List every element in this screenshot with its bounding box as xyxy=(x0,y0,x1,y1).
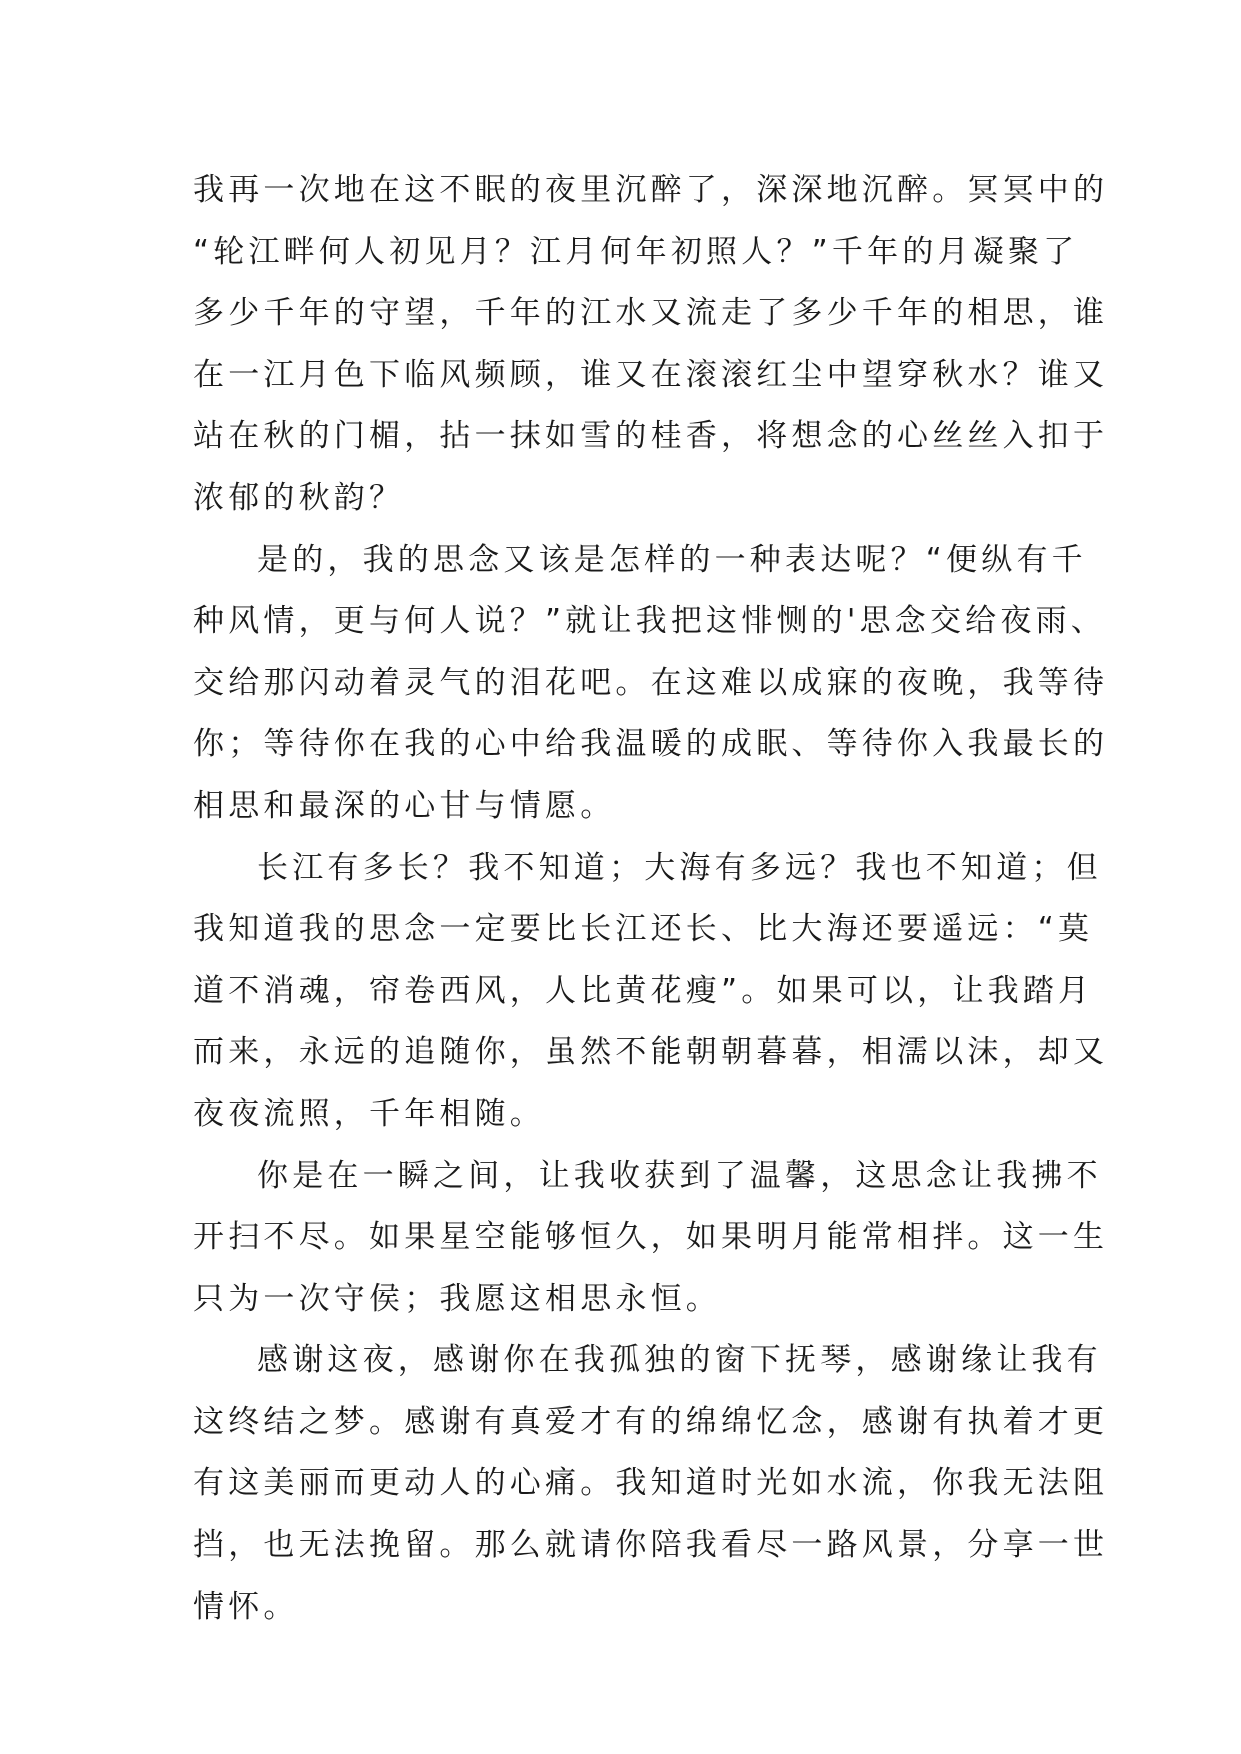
document-body xyxy=(193,160,1109,1638)
text-line: 你是在一瞬之间，让我收获到了温馨，这思念让我拂不 xyxy=(257,1157,1102,1194)
text-line: “轮江畔何人初见月？江月何年初照人？”千年的月凝聚了 xyxy=(193,233,1079,270)
text-line: 这终结之梦。感谢有真爱才有的绵绵忆念，感谢有执着才更 xyxy=(193,1403,1109,1440)
text-line: 我知道我的思念一定要比长江还长、比大海还要遥远：“莫 xyxy=(193,911,1094,948)
text-line: 我再一次地在这不眠的夜里沉醉了，深深地沉醉。冥冥中的 xyxy=(193,172,1109,208)
text-line: 你；等待你在我的心中给我温暖的成眠、等待你入我最长的 xyxy=(193,726,1109,763)
text-line: 在一江月色下临风频顾，谁又在滚滚红尘中望穿秋水？谁又 xyxy=(193,356,1109,393)
text-line: 夜夜流照，千年相随。 xyxy=(193,1095,545,1132)
text-line: 感谢这夜，感谢你在我孤独的窗下抚琴，感谢缘让我有 xyxy=(257,1342,1102,1379)
text-line: 多少千年的守望，千年的江水又流走了多少千年的相思，谁 xyxy=(193,295,1109,332)
text-line: 站在秋的门楣，拈一抹如雪的桂香，将想念的心丝丝入扣于 xyxy=(193,418,1109,455)
text-line: 是的，我的思念又该是怎样的一种表达呢？“便纵有千 xyxy=(257,541,1087,578)
text-line: 有这美丽而更动人的心痛。我知道时光如水流，你我无法阻 xyxy=(193,1465,1109,1502)
text-line: 而来，永远的追随你，虽然不能朝朝暮暮，相濡以沫，却又 xyxy=(193,1034,1109,1071)
text-line: 挡，也无法挽留。那么就请你陪我看尽一路风景，分享一世 xyxy=(193,1527,1109,1564)
text-line: 长江有多长？我不知道；大海有多远？我也不知道；但 xyxy=(257,849,1102,886)
text-line: 种风情，更与何人说？”就让我把这悱恻的'思念交给夜雨、 xyxy=(193,603,1106,640)
text-line: 浓郁的秋韵？ xyxy=(193,479,405,516)
text-line: 交给那闪动着灵气的泪花吧。在这难以成寐的夜晚，我等待 xyxy=(193,664,1109,701)
text-line: 相思和最深的心甘与情愿。 xyxy=(193,787,616,824)
text-line: 情怀。 xyxy=(193,1588,299,1625)
text-line: 道不消魂，帘卷西风，人比黄花瘦”。如果可以，让我踏月 xyxy=(193,972,1094,1009)
text-line: 开扫不尽。如果星空能够恒久，如果明月能常相拌。这一生 xyxy=(193,1219,1109,1256)
text-line: 只为一次守侯；我愿这相思永恒。 xyxy=(193,1280,721,1317)
